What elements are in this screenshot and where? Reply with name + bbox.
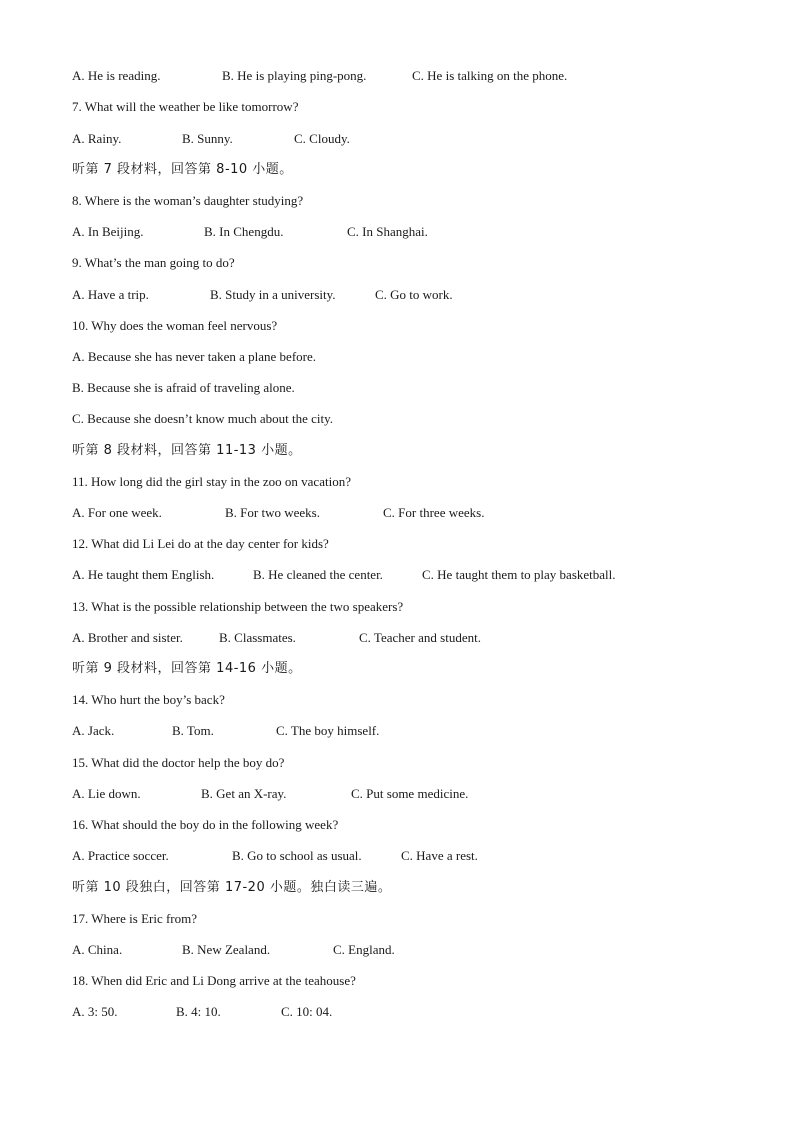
q18-option-c: C. 10: 04. bbox=[281, 1004, 333, 1019]
q18-option-b: B. 4: 10. bbox=[176, 1004, 221, 1019]
q11-question: 11. How long did the girl stay in the zoo on vacation? bbox=[72, 474, 351, 489]
q6-option-c: C. He is talking on the phone. bbox=[412, 68, 568, 83]
q15-option-c: C. Put some medicine. bbox=[351, 786, 469, 801]
q13-question: 13. What is the possible relationship between the two speakers? bbox=[72, 599, 404, 614]
q10-option-c: C. Because she doesn’t know much about the city. bbox=[72, 411, 334, 426]
q14-option-a: A. Jack. bbox=[72, 723, 115, 738]
q15-option-b: B. Get an X-ray. bbox=[201, 786, 287, 801]
section-heading-8: 听第 8 段材料，回答第 11-13 小题。 bbox=[72, 443, 302, 458]
q9-option-a: A. Have a trip. bbox=[72, 287, 149, 302]
q17-option-b: B. New Zealand. bbox=[182, 942, 271, 957]
q12-question: 12. What did Li Lei do at the day center for kids? bbox=[72, 536, 329, 551]
q16-option-c: C. Have a rest. bbox=[401, 848, 478, 863]
q10-option-a: A. Because she has never taken a plane before. bbox=[72, 349, 316, 364]
q8-question: 8. Where is the woman’s daughter studying? bbox=[72, 193, 304, 208]
q12-option-c: C. He taught them to play basketball. bbox=[422, 567, 616, 582]
q14-option-b: B. Tom. bbox=[172, 723, 214, 738]
q14-question: 14. Who hurt the boy’s back? bbox=[72, 692, 225, 707]
q6-option-a: A. He is reading. bbox=[72, 68, 161, 83]
q13-option-c: C. Teacher and student. bbox=[359, 630, 481, 645]
q12-option-a: A. He taught them English. bbox=[72, 567, 215, 582]
q7-question: 7. What will the weather be like tomorrow? bbox=[72, 99, 299, 114]
q8-option-c: C. In Shanghai. bbox=[347, 224, 428, 239]
q14-option-c: C. The boy himself. bbox=[276, 723, 380, 738]
q15-question: 15. What did the doctor help the boy do? bbox=[72, 755, 285, 770]
q7-option-a: A. Rainy. bbox=[72, 131, 122, 146]
q10-question: 10. Why does the woman feel nervous? bbox=[72, 318, 278, 333]
q9-option-b: B. Study in a university. bbox=[210, 287, 336, 302]
q11-option-c: C. For three weeks. bbox=[383, 505, 485, 520]
q17-option-c: C. England. bbox=[333, 942, 395, 957]
q10-option-b: B. Because she is afraid of traveling alone. bbox=[72, 380, 295, 395]
q13-option-b: B. Classmates. bbox=[219, 630, 296, 645]
q8-option-b: B. In Chengdu. bbox=[204, 224, 284, 239]
q9-question: 9. What’s the man going to do? bbox=[72, 255, 235, 270]
q17-option-a: A. China. bbox=[72, 942, 123, 957]
q15-option-a: A. Lie down. bbox=[72, 786, 141, 801]
q18-option-a: A. 3: 50. bbox=[72, 1004, 118, 1019]
q11-option-a: A. For one week. bbox=[72, 505, 162, 520]
q7-option-c: C. Cloudy. bbox=[294, 131, 350, 146]
q6-option-b: B. He is playing ping-pong. bbox=[222, 68, 367, 83]
q13-option-a: A. Brother and sister. bbox=[72, 630, 183, 645]
q18-question: 18. When did Eric and Li Dong arrive at the teahouse? bbox=[72, 973, 356, 988]
q16-question: 16. What should the boy do in the following week? bbox=[72, 817, 339, 832]
section-heading-7: 听第 7 段材料，回答第 8-10 小题。 bbox=[72, 162, 293, 177]
q7-option-b: B. Sunny. bbox=[182, 131, 233, 146]
q17-question: 17. Where is Eric from? bbox=[72, 911, 198, 926]
section-heading-10: 听第 10 段独白，回答第 17-20 小题。独白读三遍。 bbox=[72, 880, 392, 895]
q8-option-a: A. In Beijing. bbox=[72, 224, 144, 239]
q16-option-b: B. Go to school as usual. bbox=[232, 848, 362, 863]
q12-option-b: B. He cleaned the center. bbox=[253, 567, 383, 582]
section-heading-9: 听第 9 段材料，回答第 14-16 小题。 bbox=[72, 661, 302, 676]
q11-option-b: B. For two weeks. bbox=[225, 505, 320, 520]
q9-option-c: C. Go to work. bbox=[375, 287, 453, 302]
q16-option-a: A. Practice soccer. bbox=[72, 848, 169, 863]
